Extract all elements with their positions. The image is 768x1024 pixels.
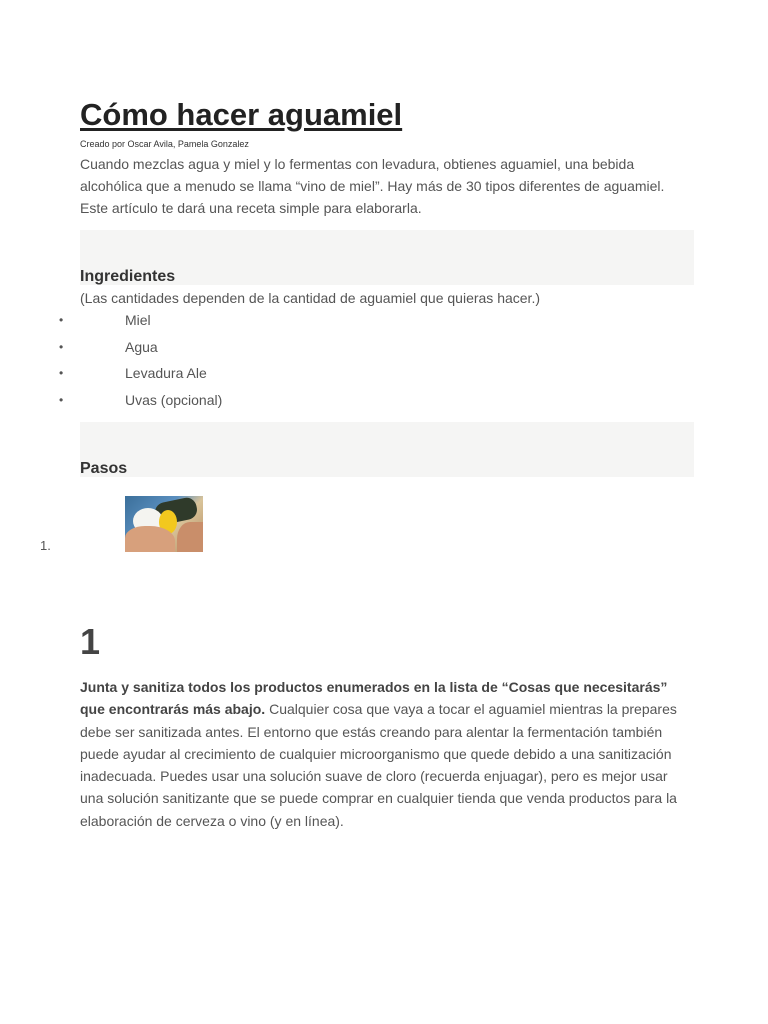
ingredients-heading: Ingredientes <box>80 268 176 285</box>
page-title: Cómo hacer aguamiel <box>80 97 403 132</box>
ingredient-label: Levadura Ale <box>125 365 207 381</box>
step-1-text <box>80 676 694 832</box>
step-1-body: Cualquier cosa que vaya a tocar el aguamiel mientras la prepares debe ser sanitizada antes. El entorno que estás creando para alentar la fermentación también puede ayudar al crecimiento de cualquier microorganismo que quede debido a una sanitización inadecuada. Puedes usar una solución suave de cloro (recuerda enjuagar), pero es mejor usar una solución sanitizante que se puede comprar en cualquier tienda que venda productos para la elaboración de cerveza o vino (y en línea). <box>80 701 677 829</box>
bullet-icon: • <box>59 339 64 354</box>
ingredients-section-header <box>80 230 694 285</box>
ingredients-note: (Las cantidades dependen de la cantidad de aguamiel que quieras hacer.) <box>80 290 540 306</box>
intro-paragraph: Cuando mezclas agua y miel y lo fermentas con levadura, obtienes aguamiel, una bebida alcohólica que a menudo se llama “vino de miel”. Hay más de 30 tipos diferentes de aguamiel. Este artículo te dará una receta simple para elaborarla. <box>80 156 665 216</box>
list-item <box>59 387 694 414</box>
ingredient-label: Miel <box>125 312 151 328</box>
byline: Creado por Oscar Avila, Pamela Gonzalez <box>80 139 249 149</box>
bullet-icon: • <box>59 366 64 380</box>
step-number: 1 <box>80 621 101 662</box>
article <box>40 94 694 846</box>
list-item <box>59 360 694 387</box>
list-item <box>59 307 694 334</box>
bullet-icon: • <box>59 392 64 407</box>
ingredient-label: Agua <box>125 338 158 355</box>
step-list-marker: 1. <box>40 538 51 553</box>
steps-section-header <box>80 422 694 477</box>
steps-heading: Pasos <box>80 460 128 477</box>
list-item <box>59 334 694 361</box>
ingredient-label: Uvas (opcional) <box>125 391 223 408</box>
step-1-media <box>40 496 694 556</box>
brush-bottle-photo-icon[interactable] <box>125 496 203 552</box>
ingredients-list <box>59 307 694 413</box>
bullet-icon: • <box>59 313 64 327</box>
step-1-bold: Junta y sanitiza todos los productos enumerados en la lista de “Cosas que necesitarás” que encontrarás más abajo. <box>80 679 668 718</box>
